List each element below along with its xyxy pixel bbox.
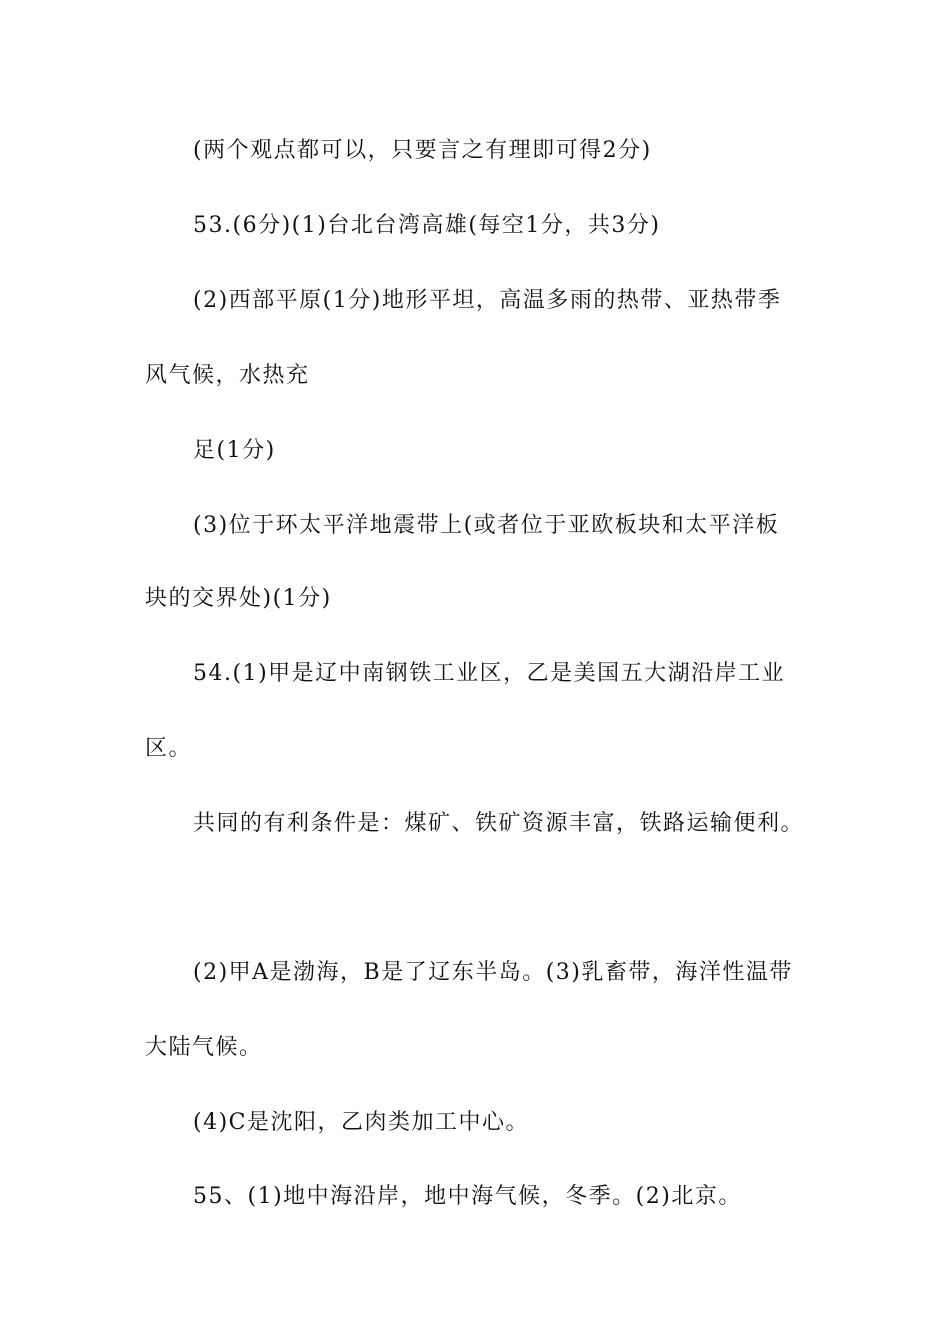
text-line: 53.(6分)(1)台北台湾高雄(每空1分，共3分) <box>193 213 661 238</box>
text-line: (4)C是沈阳，乙肉类加工中心。 <box>193 1110 529 1135</box>
text-line: 风气候，水热充 <box>145 363 310 388</box>
text-line: (两个观点都可以，只要言之有理即可得2分) <box>193 138 652 163</box>
text-line: 区。 <box>145 736 193 761</box>
text-line: 共同的有利条件是：煤矿、铁矿资源丰富，铁路运输便利。 <box>193 811 805 836</box>
text-line: (2)西部平原(1分)地形平坦，高温多雨的热带、亚热带季 <box>193 288 782 313</box>
text-line: (3)位于环太平洋地震带上(或者位于亚欧板块和太平洋板 <box>193 513 780 538</box>
text-line: 54.(1)甲是辽中南钢铁工业区，乙是美国五大湖沿岸工业 <box>193 661 786 686</box>
text-line: (2)甲A是渤海，B是了辽东半岛。(3)乳畜带，海洋性温带 <box>193 960 793 985</box>
text-line: 大陆气候。 <box>145 1035 263 1060</box>
text-line: 块的交界处)(1分) <box>145 586 332 611</box>
text-line: 55、(1)地中海沿岸，地中海气候，冬季。(2)北京。 <box>193 1184 742 1209</box>
text-line: 足(1分) <box>193 438 276 463</box>
